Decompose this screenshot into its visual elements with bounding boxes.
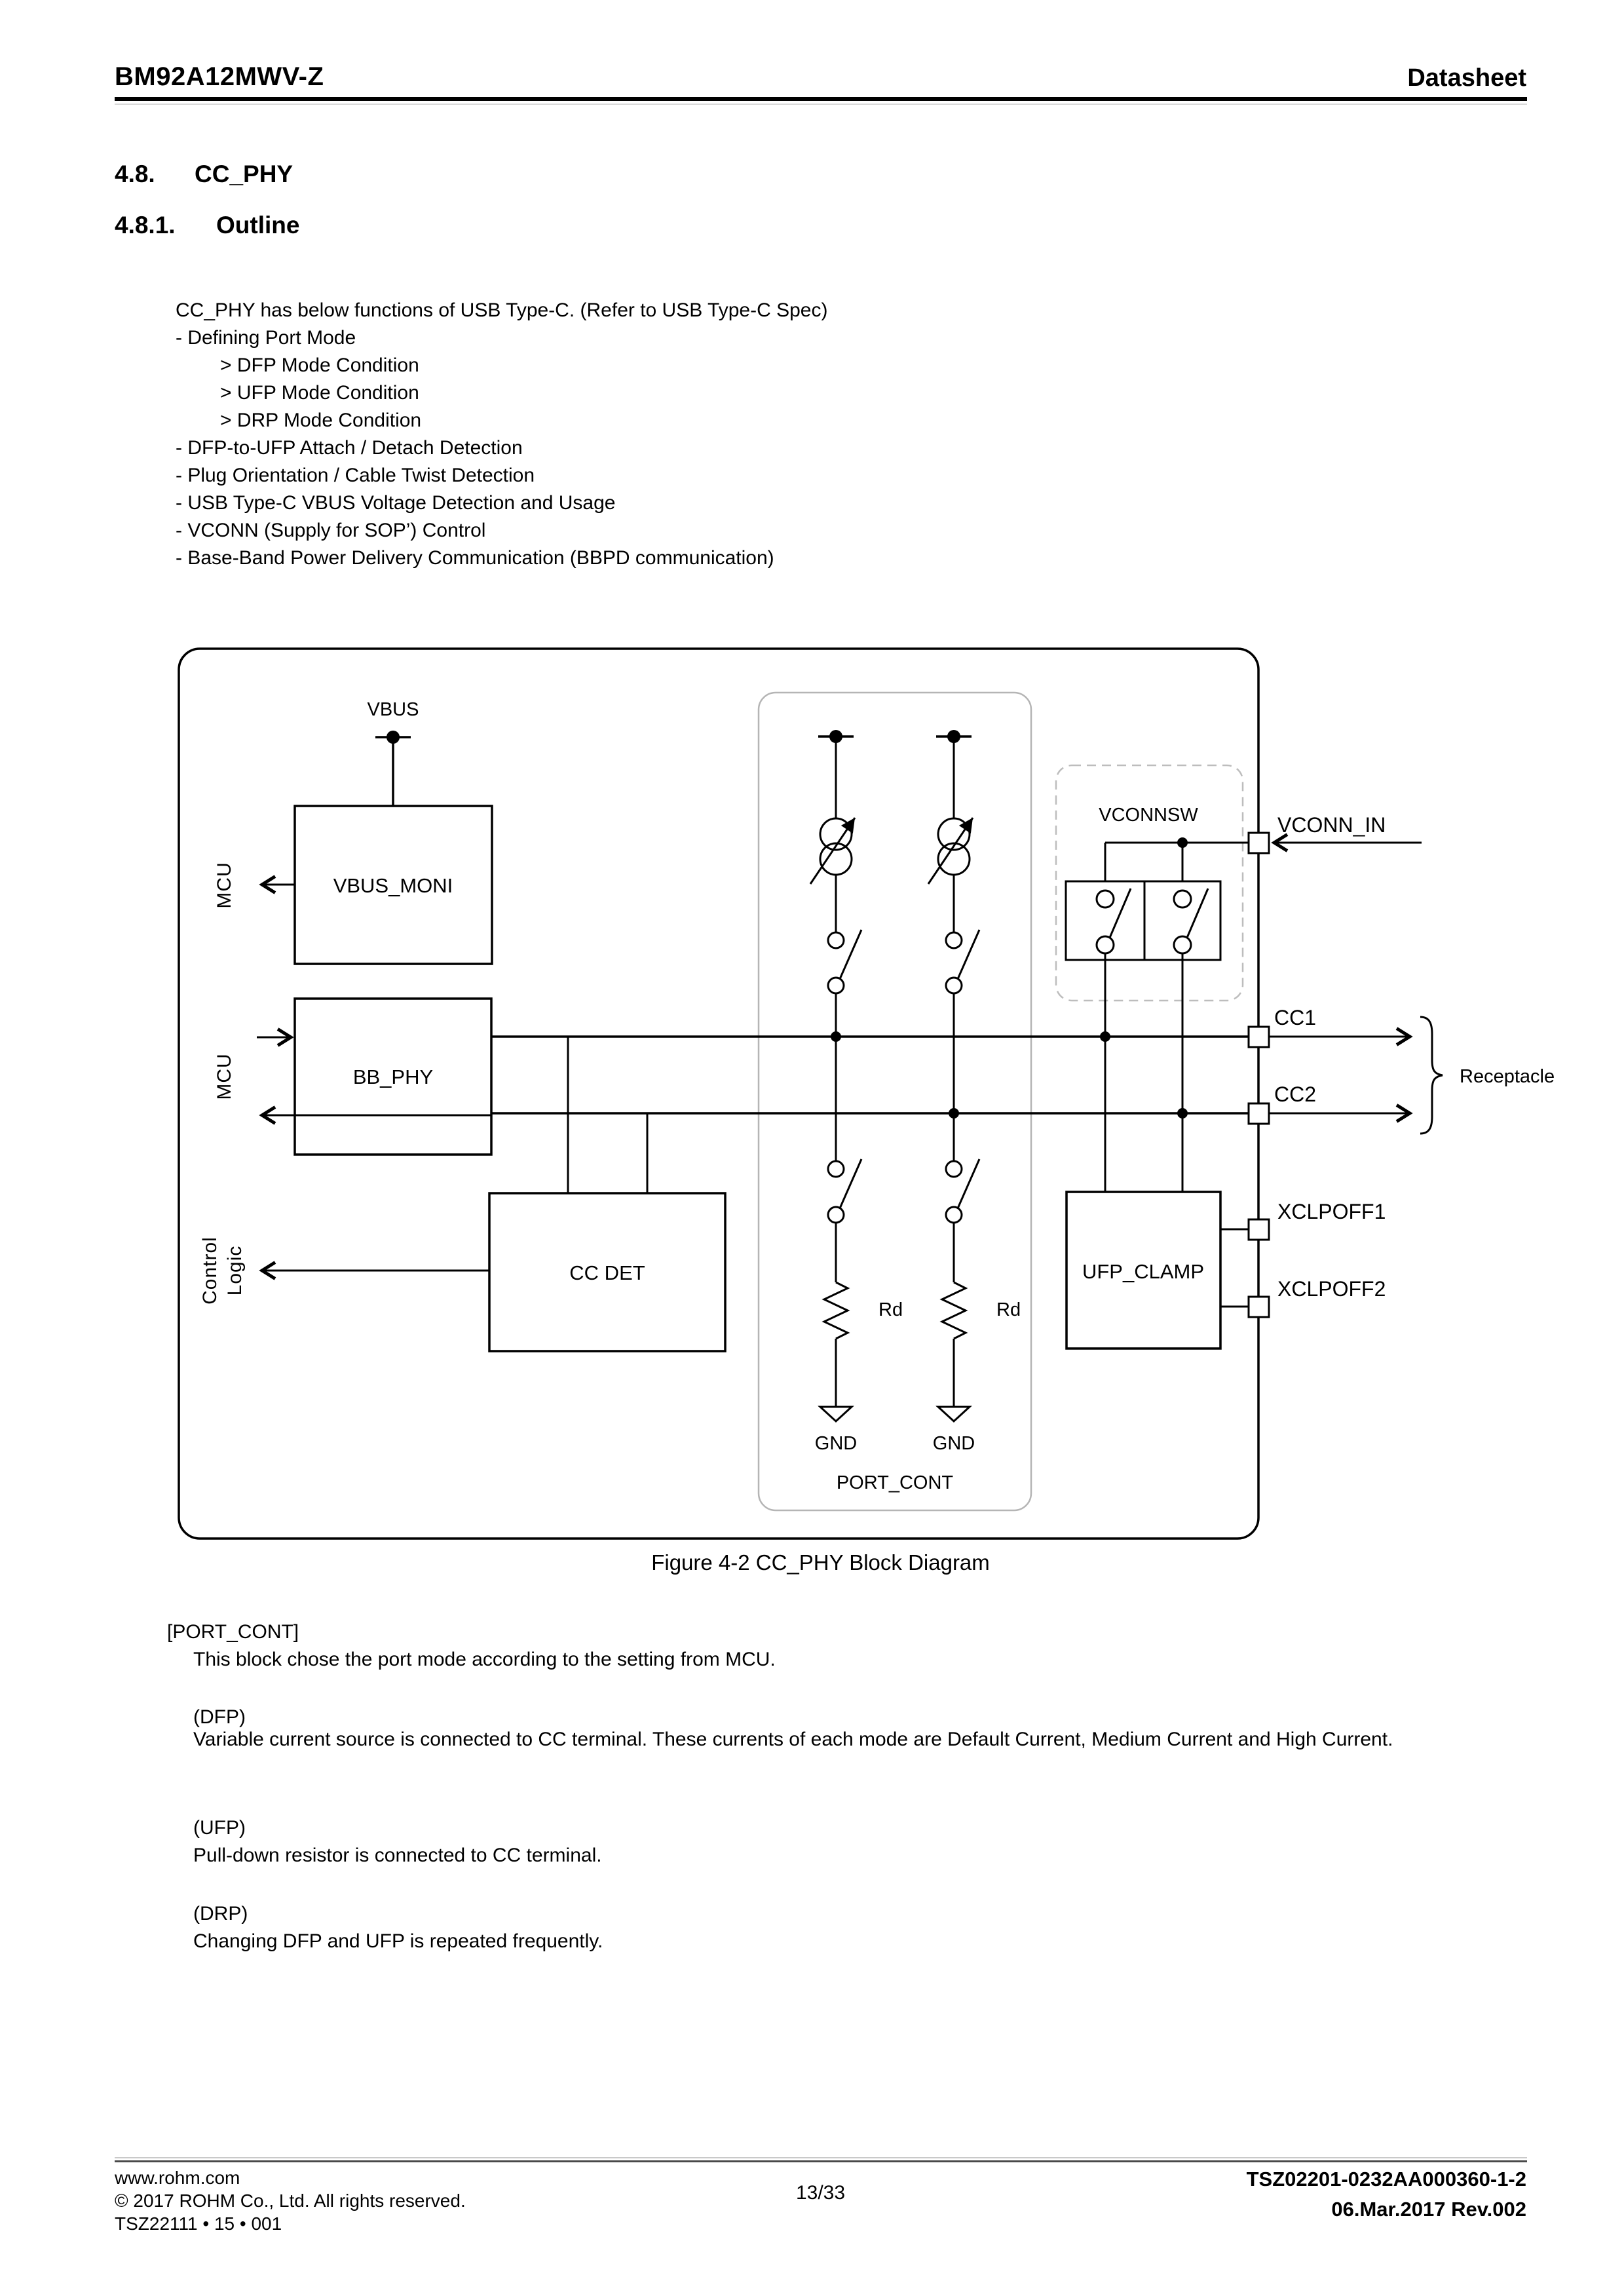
port-cont-cc2-branch [928,730,979,1421]
vbus-moni-label: VBUS_MONI [333,874,453,897]
xclpoff2-pin [1249,1297,1269,1317]
bb-phy-label: BB_PHY [352,1065,434,1088]
footer-doc-code: TSZ22111 • 15 • 001 [115,2213,282,2234]
port-cont-label: PORT_CONT [836,1472,954,1493]
header-rule [115,97,1527,101]
rd-label-1: Rd [878,1299,903,1320]
cc-phy-block-diagram [151,639,1612,1576]
section-text: Pull-down resistor is connected to CC terminal. [193,1845,602,1866]
footer-revision: 06.Mar.2017 Rev.002 [1331,2198,1526,2221]
section-heading: (DRP) [193,1903,248,1924]
part-number: BM92A12MWV-Z [115,62,324,91]
vconn-in-label: VCONN_IN [1277,813,1386,837]
vbus-label: VBUS [367,699,419,720]
section-text: Changing DFP and UFP is repeated frequently. [193,1930,603,1952]
rd-label-2: Rd [996,1299,1021,1320]
footer-right-block [115,2164,1526,2225]
subsection-number: 4.8.1. [115,212,176,239]
footer-website[interactable]: www.rohm.com [115,2168,240,2188]
vbus-power-node [375,731,411,806]
section-title: CC_PHY [195,161,293,187]
list-item: > DFP Mode Condition [220,354,419,376]
list-item: > DRP Mode Condition [220,410,422,431]
resistor-icon [942,1282,966,1339]
port-cont-container [759,693,1031,1510]
mcu-label-top: MCU [214,862,235,909]
cc1-label: CC1 [1274,1006,1317,1029]
list-item: - DFP-to-UFP Attach / Detach Detection [176,437,523,459]
vconn-in-pin [1249,833,1269,853]
section-text: This block chose the port mode according to the setting from MCU. [193,1649,776,1670]
gnd-icon [938,1407,970,1421]
resistor-icon [824,1282,848,1339]
ufp-clamp-label: UFP_CLAMP [1082,1260,1205,1283]
intro-lead: CC_PHY has below functions of USB Type-C. (Refer to USB Type-C Spec) [176,299,828,321]
switch-icon [946,932,962,948]
list-item: - VCONN (Supply for SOP’) Control [176,520,486,541]
mcu-label-mid: MCU [214,1053,235,1100]
vconnsw-switch-box [1066,881,1220,960]
xclpoff1-label: XCLPOFF1 [1277,1200,1386,1223]
vconnsw-label: VCONNSW [1099,805,1198,826]
page-number: 13/33 [795,2182,846,2204]
section-heading: (UFP) [193,1817,246,1839]
header-rule-shadow [115,104,1527,105]
port-cont-cc1-branch [810,730,861,1421]
figure-caption: Figure 4-2 CC_PHY Block Diagram [651,1550,990,1575]
list-item: - USB Type-C VBUS Voltage Detection and Usage [176,492,616,514]
subsection-title: Outline [216,212,300,239]
section-number: 4.8. [115,161,155,187]
cc-det-label: CC DET [569,1261,645,1284]
xclpoff2-label: XCLPOFF2 [1277,1277,1386,1301]
list-item: > UFP Mode Condition [220,382,419,404]
switch-icon [828,932,844,948]
list-item: - Defining Port Mode [176,327,356,349]
section-heading: [PORT_CONT] [167,1621,299,1643]
receptacle-label: Receptacle [1460,1066,1555,1087]
cc2-pin [1249,1103,1269,1124]
gnd-icon [820,1407,852,1421]
control-logic-label-line2: Logic [224,1245,246,1296]
cc1-pin [1249,1027,1269,1047]
gnd-label-2: GND [932,1433,975,1454]
cc2-label: CC2 [1274,1082,1317,1106]
receptacle-brace [1420,1017,1443,1134]
document-type: Datasheet [1407,64,1526,92]
footer-rule-light [115,2157,1527,2158]
footer-copyright: © 2017 ROHM Co., Ltd. All rights reserved. [115,2191,466,2211]
switch-icon [828,1161,844,1177]
footer-rule [115,2160,1527,2162]
section-text: Variable current source is connected to CC terminal. These currents of each mode are Default Current, Medium Current and High Current. [193,1729,1393,1750]
switch-icon [946,1161,962,1177]
xclpoff1-pin [1249,1219,1269,1240]
list-item: - Base-Band Power Delivery Communication (BBPD communication) [176,547,774,569]
section-heading: (DFP) [193,1706,246,1728]
footer-ref-number: TSZ02201-0232AA000360-1-2 [1246,2168,1526,2191]
control-logic-label-line1: Control [199,1236,221,1305]
vconnsw-switches [1066,837,1249,1192]
list-item: - Plug Orientation / Cable Twist Detection [176,465,535,486]
gnd-label-1: GND [814,1433,858,1454]
